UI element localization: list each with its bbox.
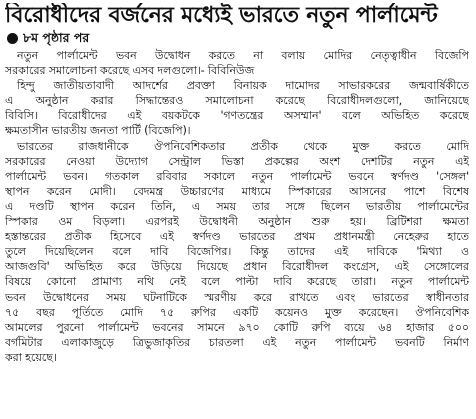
body-line: স্থাপন করেন মোদী। বেদমন্ত্র উচ্চারণের মাধ্যমে স্পিকারের আসনের পাশে বিশেষ xyxy=(5,184,469,198)
body-line: এ অনুষ্ঠান করার সিদ্ধান্তেরও সমালোচনা করেছে বিরোধীদলগুলো, জানিয়েছে xyxy=(5,94,469,108)
continued-from-text: ৮ম পৃষ্ঠার পর xyxy=(23,30,90,45)
body-line: নতুন পার্লামেন্ট ভবন উদ্বোধন করতে না বলায় মোদির নেতৃত্বাধীন বিজেপি xyxy=(17,49,469,62)
body-line: স্পিকার ওম বিড়লা। এরপরই উদ্বোধনী অনুষ্ঠান শুরু হয়। ব্রিটিশরা ক্ষমতা xyxy=(5,215,469,229)
body-line: পার্লামেন্ট ভবন। গতকাল রবিবার সকালে নতুন পার্লামেন্ট ভবনে স্বর্ণদণ্ড 'সেঙ্গল' xyxy=(5,169,469,183)
bullet-icon xyxy=(7,33,18,44)
article-body xyxy=(5,48,469,365)
body-line: হস্তান্তরের প্রতীক হিসেবে এই স্বর্ণদণ্ড ভারতের প্রথম প্রধানমন্ত্রী নেহেরুর হাতে xyxy=(5,230,469,244)
body-line: সরকারের নেওয়া উদ্যোগ সেন্ট্রাল ভিস্তা প্রকল্পের অংশ দেশটির নতুন এই xyxy=(5,154,469,168)
body-line: ৭৫ বছর পূর্তিতে মোদি ৭৫ রুপির একটি কয়েনও মুক্ত করেছেন। ঔপনিবেশিক xyxy=(5,305,469,319)
body-line: ক্ষমতাসীন ভারতীয় জনতা পার্টি (বিজেপি)। xyxy=(5,124,191,138)
article-headline: বিরোধীদের বর্জনের মধ্যেই ভারতে নতুন পার্লামেন্ট xyxy=(5,3,438,28)
body-line: বর্গমিটার এলাকাজুড়ে ত্রিভুজাকৃতির চারতলা এই নতুন পার্লামেন্ট ভবনটি নির্মাণ xyxy=(5,335,469,349)
body-line: করা হয়েছে। xyxy=(5,350,57,364)
body-line: বিবিসি। বিরোধীদের এই বয়কটকে 'গণতন্ত্রের অসম্মান' বলে অভিহিত করেছে xyxy=(5,109,469,123)
body-line: হিন্দু জাতীয়তাবাদী আদর্শের প্রবক্তা বিনায়ক দামোদর সাভারকরের জন্মবার্ষিকীতে xyxy=(17,79,469,93)
body-line: সরকারের সমালোচনা করেছে এসব দলগুলো।- বিবিনিউজ xyxy=(5,64,255,78)
body-line: এ দণ্ডটি স্থাপন করেন তিনি, এ সময় তার সঙ্গে ছিলেন ভারতীয় পার্লামেন্টের xyxy=(5,199,469,213)
body-line: আমলের পুরনো পার্লামেন্ট ভবনের সামনে ৯৭০ কোটি রুপি ব্যয়ে ৬৪ হাজার ৫০০ xyxy=(5,320,469,334)
body-line: আজগুবি' অভিহিত করে উড়িয়ে দিয়েছে প্রধান বিরোধীদল কংগ্রেস, এই সেঙ্গোলের xyxy=(5,260,469,274)
body-line: ভারতের রাজধানীকে ঔপনিবেশিকতার প্রতীক থেকে মুক্ত করতে মোদি xyxy=(17,139,469,153)
body-line: তুলে দিয়েছিলেন বলে দাবি বিজেপির। কিন্তু তাদের এই দাবিকে 'মিথ্যা ও xyxy=(5,245,469,259)
continued-from-label xyxy=(7,30,469,46)
body-line: বিষয়ে কোনো প্রামাণ্য নথি নেই বলে পাল্টা দাবি করেছে তারা। নতুন পার্লামেন্ট xyxy=(5,275,469,289)
body-line: ভবন উদ্বোধনের সময় ঘটনাটিকে স্মরণীয় করে রাখতে এবং ভারতের স্বাধীনতার xyxy=(5,290,469,304)
